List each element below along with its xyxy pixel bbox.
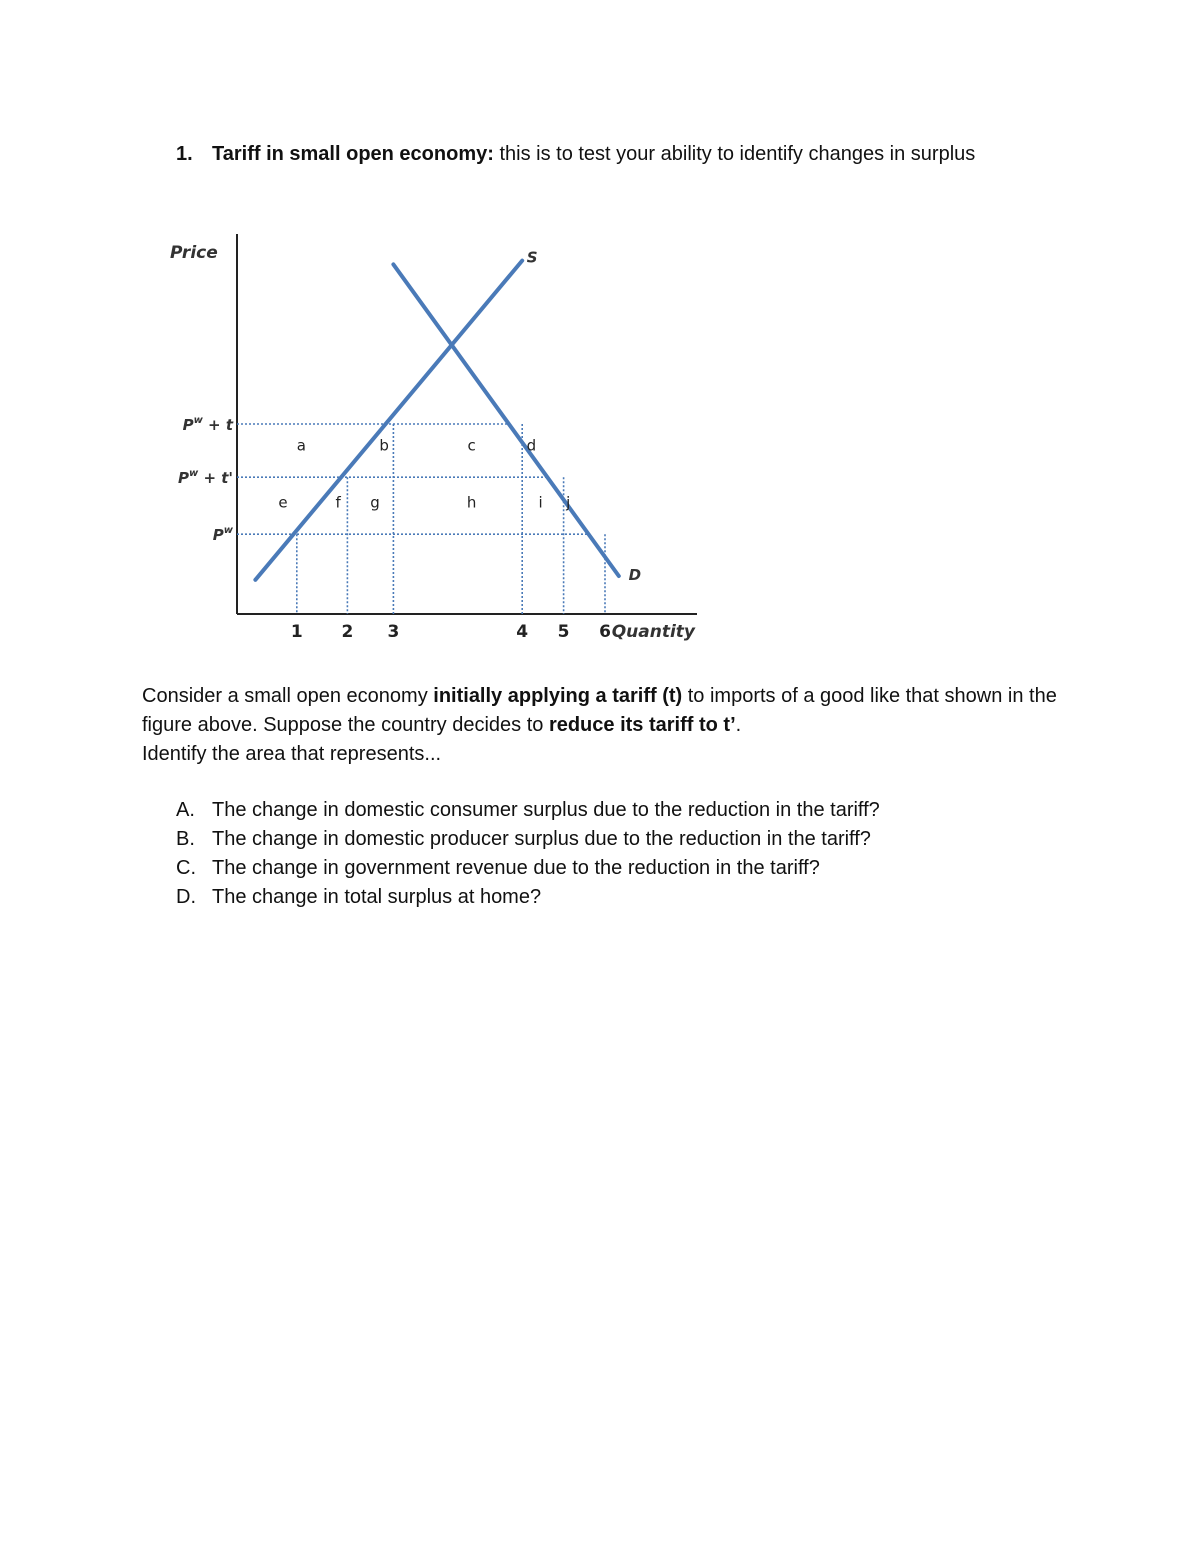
area-label-c: c: [467, 436, 476, 455]
question-text: The change in domestic producer surplus due to the reduction in the tariff?: [212, 828, 871, 850]
demand-curve: [393, 264, 618, 576]
price-label-pw-t: $P^w + t$: [182, 415, 233, 434]
question-item: [176, 796, 1076, 825]
question-subtitle: this is to test your ability to identify changes in surplus: [493, 143, 976, 165]
area-label-e: e: [278, 493, 288, 512]
question-letter: A.: [176, 799, 195, 821]
y-axis-label: Price: [170, 243, 218, 263]
quantity-tick-6: 6: [599, 622, 611, 642]
question-list: [176, 796, 1076, 912]
problem-text: [142, 682, 1062, 740]
area-label-d: d: [526, 436, 537, 455]
question-heading: [176, 140, 1136, 168]
question-item: [176, 825, 1076, 854]
area-label-a: a: [296, 436, 307, 455]
question-item: [176, 854, 1076, 883]
question-text: The change in domestic consumer surplus due to the reduction in the tariff?: [212, 799, 880, 821]
area-label-i: i: [538, 493, 543, 512]
para-text-2: to imports of a good like that shown in the figure above. Suppose the country decides to: [142, 685, 1057, 736]
quantity-tick-2: 2: [341, 622, 354, 642]
question-item: [176, 883, 1076, 912]
supply-label: S: [526, 248, 538, 267]
question-letter: D.: [176, 886, 196, 908]
area-label-b: b: [379, 436, 389, 455]
quantity-tick-4: 4: [516, 622, 529, 642]
quantity-tick-1: 1: [290, 622, 303, 642]
question-letter: B.: [176, 828, 195, 850]
price-label-pw-tprime: $P^w + t'$: [177, 468, 233, 488]
para-text-1: Consider a small open economy: [142, 685, 434, 707]
chart-svg: [150, 220, 730, 660]
question-text: The change in total surplus at home?: [212, 886, 542, 908]
area-label-g: g: [370, 493, 380, 512]
area-label-j: j: [566, 493, 571, 512]
supply-demand-figure: [150, 220, 730, 660]
problem-instruction: Identify the area that represents...: [142, 743, 442, 765]
price-label-pw: $P^w$: [212, 525, 233, 545]
question-letter: C.: [176, 857, 196, 879]
x-axis-label: Quantity: [611, 622, 695, 642]
area-label-f: f: [335, 493, 341, 512]
question-title: Tariff in small open economy:: [212, 143, 494, 165]
demand-label: D: [628, 566, 642, 584]
question-text: The change in government revenue due to the reduction in the tariff?: [212, 857, 820, 879]
question-number: 1.: [176, 143, 193, 165]
problem-paragraph: [142, 682, 1062, 769]
area-label-h: h: [466, 493, 477, 512]
para-bold-2: reduce its tariff to t’: [548, 714, 736, 736]
quantity-tick-3: 3: [387, 622, 400, 642]
quantity-tick-5: 5: [557, 622, 570, 642]
para-text-3: .: [735, 714, 742, 736]
para-bold-1: initially applying a tariff (t): [433, 685, 683, 707]
supply-curve: [255, 261, 522, 580]
